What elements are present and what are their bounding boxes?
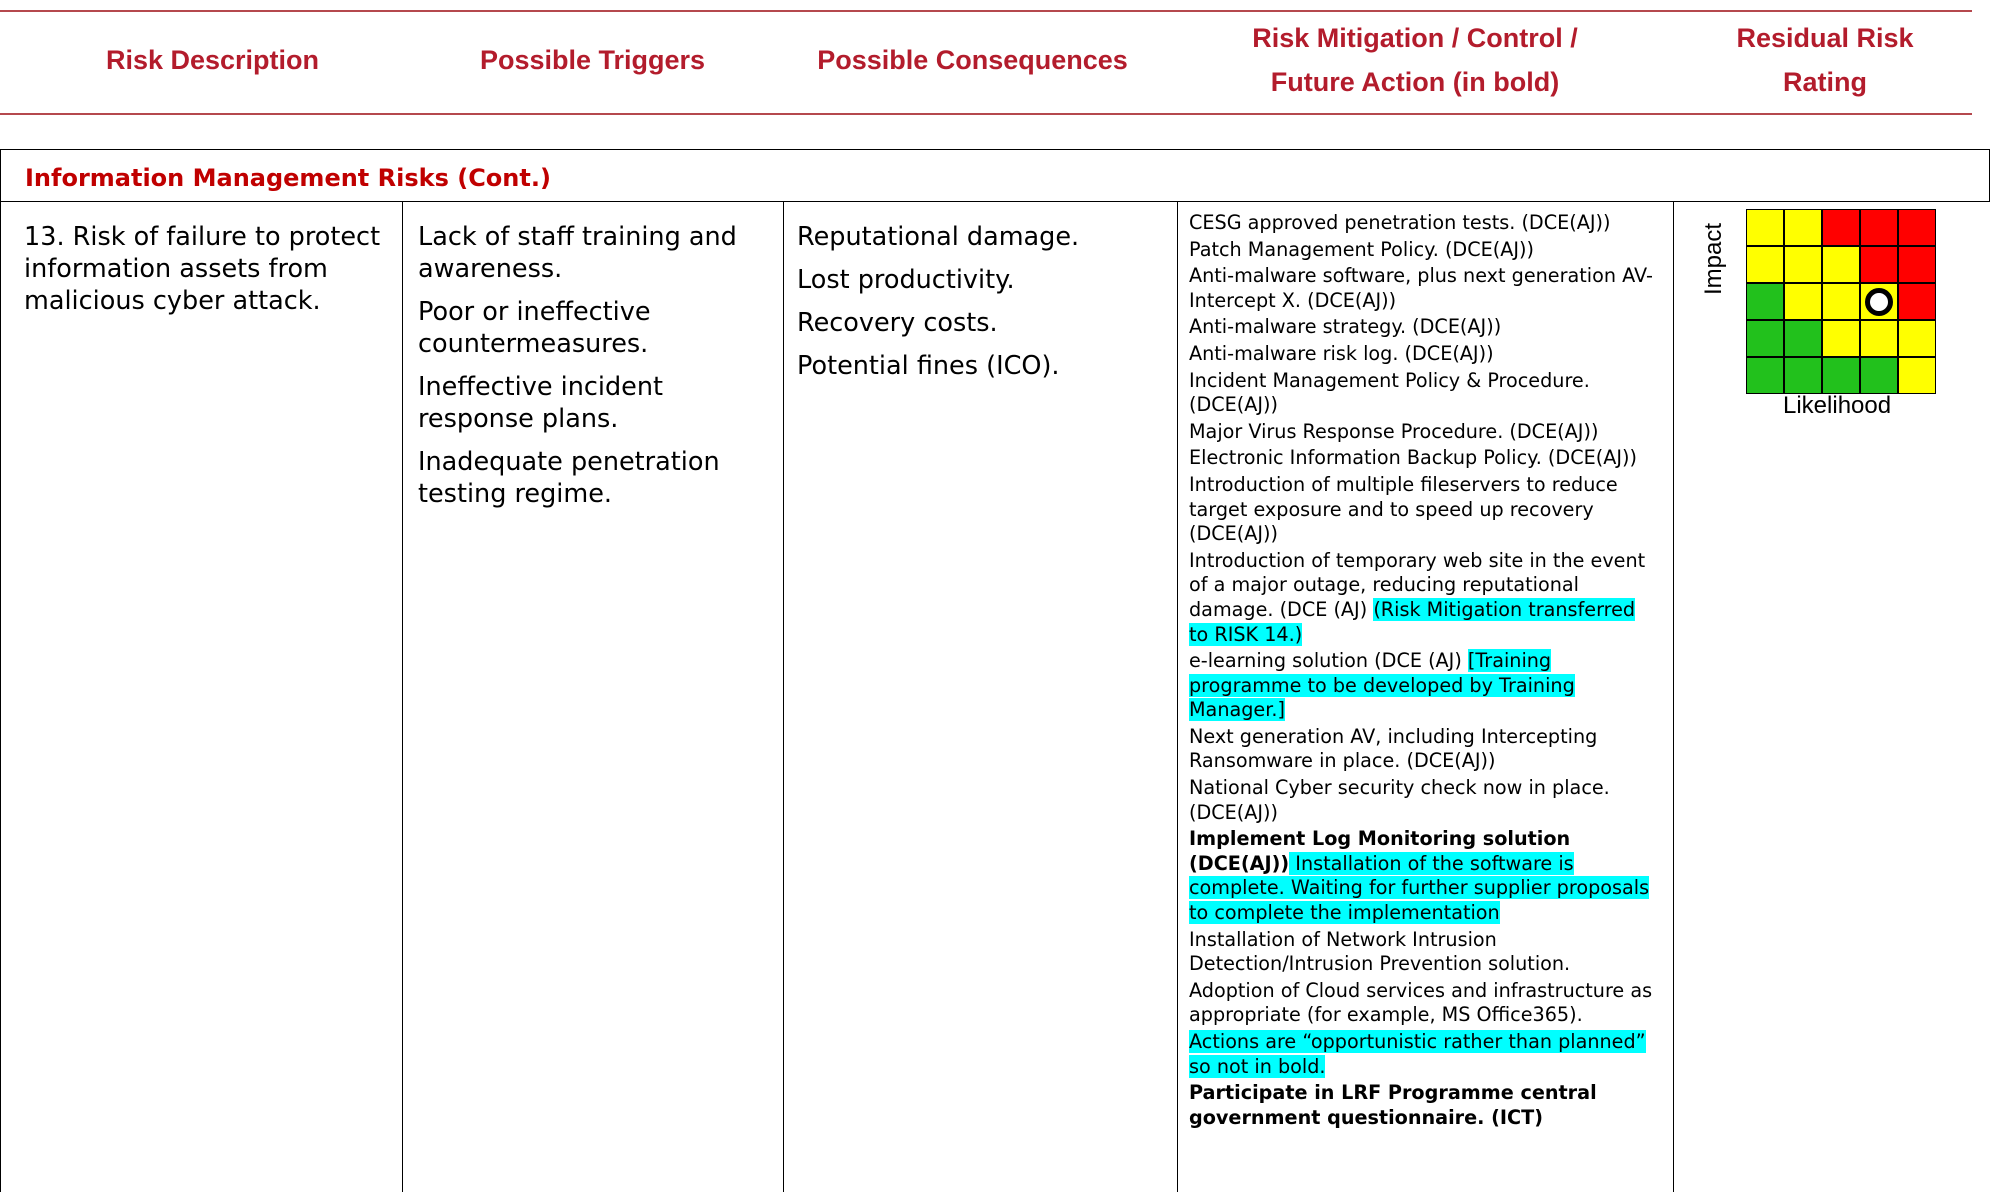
trigger-item: Inadequate penetration testing regime. [418,447,720,509]
header-risk-description: Risk Description [105,45,320,75]
mitigation-item: Anti-malware strategy. (DCE(AJ)) [1189,315,1502,339]
consequence-item: Lost productivity. [797,265,1015,295]
matrix-cell [1784,246,1822,283]
matrix-cell [1746,357,1784,394]
matrix-cell [1898,246,1936,283]
possible-consequences-cell [797,221,1167,393]
matrix-cell [1784,209,1822,246]
column-divider-2 [402,202,403,1192]
matrix-cell [1860,209,1898,246]
highlighted-note: (Risk Mitigation transferred to RISK 14.) [1189,597,1636,646]
mitigation-item: Next generation AV, including Intercepting Ransomware in place. (DCE(AJ)) [1189,724,1598,773]
highlighted-note: Installation of the software is complete. Waiting for further supplier proposals to complete the implementation [1189,851,1650,925]
mitigation-item: Anti-malware risk log. (DCE(AJ)) [1189,341,1494,365]
section-title: Information Management Risks (Cont.) [25,164,551,192]
matrix-cell [1898,283,1936,320]
mitigation-item: Installation of Network Intrusion Detection/Intrusion Prevention solution. [1189,927,1571,976]
matrix-cell [1822,283,1860,320]
mitigation-item: Introduction of temporary web site in the event of a major outage, reducing reputational damage. (DCE (AJ) (Risk Mitigation transferred to RISK 14.) [1189,548,1646,646]
highlighted-note: [Training programme to be developed by Training Manager.] [1189,649,1575,722]
section-header-row [0,149,1990,202]
likelihood-axis-label: Likelihood [1783,392,1892,419]
consequence-item: Potential fines (ICO). [797,351,1060,381]
matrix-cell [1746,283,1784,320]
mitigation-item [1189,827,1659,925]
mitigation-item: e-learning solution (DCE (AJ) [Training programme to be developed by Training Manager.] [1189,649,1575,722]
mitigation-item [1189,1081,1659,1130]
column-divider-left [0,202,1,1192]
mitigation-item: Anti-malware software, plus next generation AV- Intercept X. (DCE(AJ)) [1189,264,1653,312]
trigger-item: Ineffective incident response plans. [418,372,664,434]
matrix-cell [1898,209,1936,246]
highlighted-note: Actions are “opportunistic rather than planned” so not in bold. [1189,1030,1646,1078]
risk-mitigation-cell [1189,211,1659,1132]
matrix-cell [1822,209,1860,246]
future-action-bold: Implement Log Monitoring solution (DCE(AJ)) [1189,827,1571,875]
header-possible-consequences: Possible Consequences [817,45,1128,75]
matrix-cell [1822,320,1860,357]
mitigation-item: Incident Management Policy & Procedure. (DCE(AJ)) [1189,368,1590,417]
matrix-cell [1746,320,1784,357]
matrix-cell [1860,320,1898,357]
matrix-cell [1784,320,1822,357]
future-action-bold: Participate in LRF Programme central government questionnaire. (ICT) [1189,1081,1597,1129]
column-divider-3 [783,202,784,1192]
matrix-cell [1860,357,1898,394]
consequence-item: Reputational damage. [797,222,1080,252]
possible-triggers-cell [418,221,778,521]
mitigation-item: Introduction of multiple fileservers to reduce target exposure and to speed up recovery (DCE(AJ)) [1189,472,1618,546]
mitigation-item: Electronic Information Backup Policy. (DCE(AJ)) [1189,446,1637,470]
risk-description-cell [24,221,384,317]
header-residual-risk: Residual Risk Rating [1736,23,1914,97]
mitigation-item: Patch Management Policy. (DCE(AJ)) [1189,237,1534,261]
risk-description-text: 13. Risk of failure to protect information assets from malicious cyber attack. [24,222,381,316]
header-possible-triggers: Possible Triggers [479,45,706,75]
mitigation-item: National Cyber security check now in place. (DCE(AJ)) [1189,776,1610,824]
matrix-cell [1746,209,1784,246]
column-divider-5 [1673,202,1674,1192]
trigger-item: Lack of staff training and awareness. [418,222,737,284]
column-divider-4 [1177,202,1178,1192]
matrix-cell [1860,246,1898,283]
header-bottom-rule [0,113,1972,115]
matrix-cell [1784,283,1822,320]
matrix-cell [1822,357,1860,394]
matrix-cell [1898,357,1936,394]
trigger-item: Poor or ineffective countermeasures. [418,297,651,359]
mitigation-item: Adoption of Cloud services and infrastructure as appropriate (for example, MS Office365). [1189,978,1653,1027]
mitigation-item: Major Virus Response Procedure. (DCE(AJ)) [1189,419,1599,443]
header-risk-mitigation: Risk Mitigation / Control / Future Action (in bold) [1252,23,1578,97]
matrix-cell [1898,320,1936,357]
mitigation-item [1189,1030,1659,1079]
mitigation-item: CESG approved penetration tests. (DCE(AJ)) [1189,211,1611,234]
rating-marker [1865,288,1893,316]
matrix-cell [1746,246,1784,283]
consequence-item: Recovery costs. [797,308,998,338]
matrix-cell [1822,246,1860,283]
matrix-cell [1784,357,1822,394]
impact-axis-label: Impact [1700,222,1727,295]
